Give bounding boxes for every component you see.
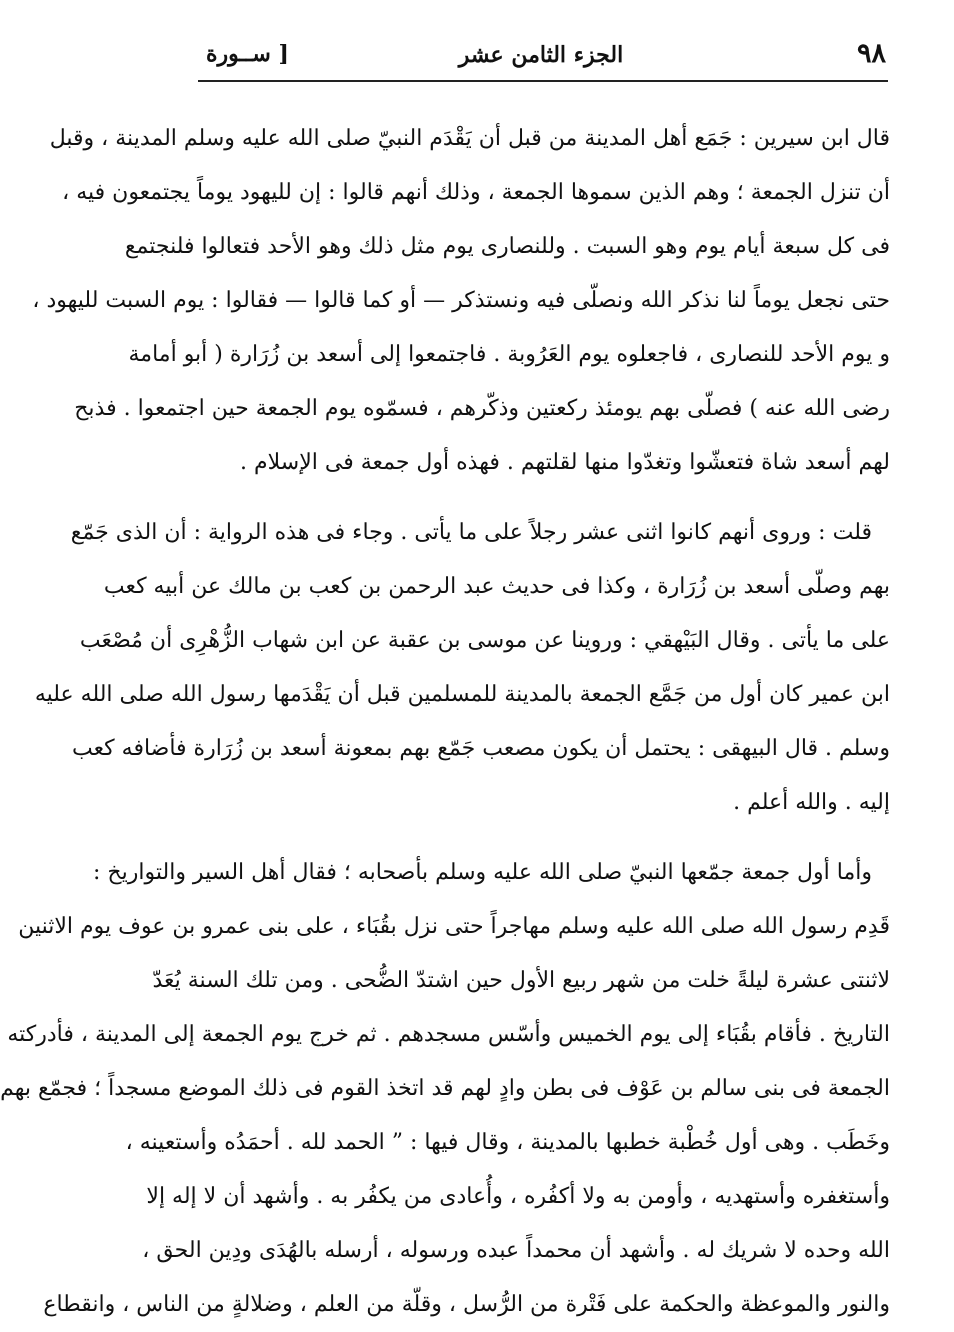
text-line: التاريخ . فأقام بقُبَاء إلى يوم الخميس وأسّس مسجدهم . ثم خرج يوم الجمعة إلى المدينة ، فأدركته — [7, 1022, 890, 1047]
text-line: و يوم الأحد للنصارى ، فاجعلوه يوم العَرُوبة . فاجتمعوا إلى أسعد بن زُرَارة ( أبو أمامة — [128, 342, 890, 367]
text-line: قال ابن سيرين : جَمَع أهل المدينة من قبل أن يَقْدَم النبيّ صلى الله عليه وسلم المدينة ، وقبل — [49, 126, 890, 151]
text-line: قَدِم رسول الله صلى الله عليه وسلم مهاجراً حتى نزل بقُبَاء ، على بنى عمرو بن عوف يوم الاثنين — [18, 914, 890, 939]
text-line: فى كل سبعة أيام يوم وهو السبت . وللنصارى يوم مثل ذلك وهو الأحد فتعالوا فلنجتمع — [124, 234, 890, 259]
surah-label-group — [206, 36, 289, 72]
text-line: لهم أسعد شاة فتعشّوا وتغدّوا منها لقلتهم . فهذه أول جمعة فى الإسلام . — [240, 450, 890, 475]
text-line: قلت : وروى أنهم كانوا اثنى عشر رجلاً على ما يأتى . وجاء فى هذه الرواية : أن الذى جَمّع — [70, 520, 872, 545]
text-line: بهم وصلّى أسعد بن زُرَارة ، وكذا فى حديث عبد الرحمن بن كعب بن مالك عن أبيه كعب — [103, 574, 890, 599]
page-number: ٩٨ — [856, 38, 886, 69]
text-line: على ما يأتى . وقال البَيْهقي : وروينا عن موسى بن عقبة عن ابن شهاب الزُّهْرِى أن مُصْعَب — [79, 628, 890, 653]
body-text — [0, 112, 890, 1332]
text-line: إليه . والله أعلم . — [733, 790, 890, 815]
paragraph-1 — [32, 112, 890, 490]
header-rule — [198, 80, 888, 82]
text-line: وأما أول جمعة جمّعها النبيّ صلى الله عليه وسلم بأصحابه ؛ فقال أهل السير والتواريخ : — [93, 860, 872, 885]
text-line: الجمعة فى بنى سالم بن عَوْف فى بطن وادٍ لهم قد اتخذ القوم فى ذلك الموضع مسجداً ؛ فجمّع بهم — [0, 1076, 890, 1101]
bracket-symbol: [ — [278, 41, 289, 67]
paragraph-2 — [34, 506, 890, 830]
text-line: حتى نجعل يوماً لنا نذكر الله ونصلّى فيه ونستذكر — أو كما قالوا — فقالوا : يوم السبت لليهود ، — [32, 288, 890, 313]
text-line: وخَطَب . وهى أول خُطْبة خطبها بالمدينة ، وقال فيها : ” الحمد لله . أحمَدُه وأستعينه ، — [125, 1130, 890, 1155]
text-line: الله وحده لا شريك له . وأشهد أن محمداً عبده ورسوله ، أرسله بالهُدَى ودِين الحق ، — [142, 1238, 890, 1263]
surah-label: ســورة — [206, 41, 271, 67]
text-line: وسلم . قال البيهقى : يحتمل أن يكون مصعب جَمّع بهم بمعونة أسعد بن زُرَارة فأضافه كعب — [71, 736, 890, 761]
running-title: الجزء الثامن عشر — [458, 42, 624, 68]
text-line: ابن عمير كان أول من جَمَّع الجمعة بالمدينة للمسلمين قبل أن يَقْدَمها رسول الله صلى الله عليه — [34, 682, 890, 707]
text-line: وأستغفره وأستهديه ، وأومن به ولا أكفُره ، وأُعادى من يكفُر به . وأشهد أن لا إله إلا — [146, 1184, 890, 1209]
text-line: أن تنزل الجمعة ؛ وهم الذين سموها الجمعة ، وذلك أنهم قالوا : إن لليهود يوماً يجتمعون فيه ، — [62, 180, 890, 205]
text-line: لاثنتى عشرة ليلةً خلت من شهر ربيع الأول حين اشتدّ الضُّحى . ومن تلك السنة يُعَدّ — [152, 968, 890, 993]
paragraph-3 — [0, 846, 890, 1332]
text-line: والنور والموعظة والحكمة على فَتْرة من الرُّسل ، وقلّة من العلم ، وضلالةٍ من الناس ، وانقطاع — [43, 1292, 890, 1317]
text-line: رضى الله عنه ) فصلّى بهم يومئذ ركعتين وذكّرهم ، فسمّوه يوم الجمعة حين اجتمعوا . فذبح — [74, 396, 890, 421]
page-header — [196, 36, 886, 76]
